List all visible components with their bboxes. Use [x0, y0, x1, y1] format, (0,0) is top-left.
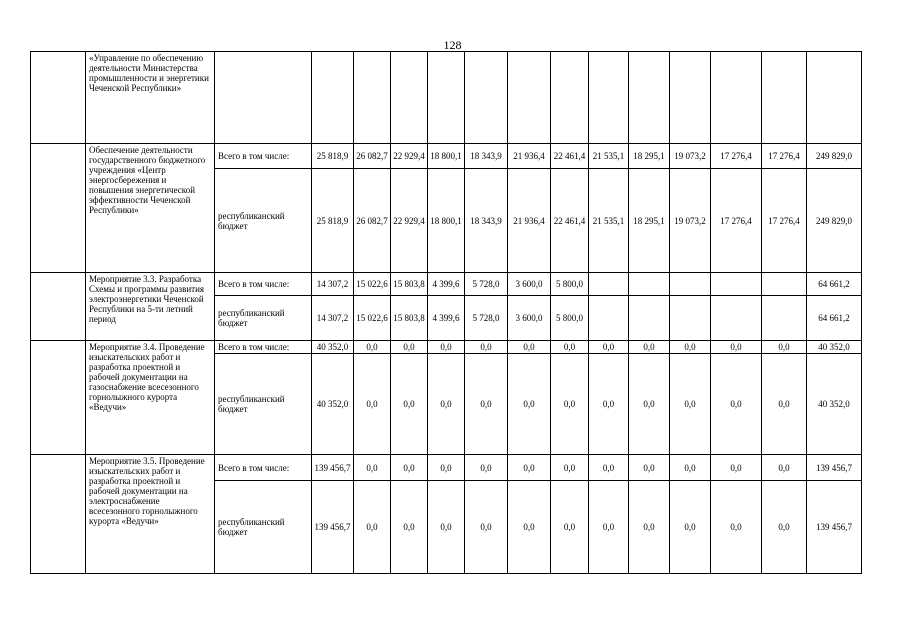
value-cell: [670, 273, 711, 296]
value-cell: [711, 296, 762, 341]
activity-name-cell: Мероприятие 3.3. Разработка Схемы и программы развития электроэнергетики Чеченской Республики на 5-ти летний период: [86, 273, 215, 341]
funding-source-cell: Всего в том числе:: [215, 341, 312, 354]
value-cell: 22 929,4: [391, 144, 428, 169]
value-cell: [762, 296, 807, 341]
value-cell: 22 461,4: [551, 169, 589, 273]
activity-name-cell: Мероприятие 3.5. Проведение изыскательских работ и разработка проектной и рабочей документации на электроснабжение всесезонного горнолыжного курорта «Ведучи»: [86, 455, 215, 574]
value-cell: 0,0: [670, 455, 711, 481]
funding-source-cell: республиканский бюджет: [215, 296, 312, 341]
activity-name-cell: «Управление по обеспечению деятельности Министерства промышленности и энергетики Чеченской Республики»: [86, 52, 215, 144]
value-cell: 0,0: [354, 481, 391, 574]
value-cell: 18 295,1: [629, 169, 670, 273]
value-cell: 0,0: [711, 341, 762, 354]
empty-cell: [31, 144, 86, 273]
value-cell: 0,0: [711, 354, 762, 455]
value-cell: 15 803,8: [391, 296, 428, 341]
value-cell: 0,0: [551, 341, 589, 354]
value-cell: 0,0: [589, 341, 629, 354]
value-cell: [629, 273, 670, 296]
value-cell: 0,0: [670, 341, 711, 354]
value-cell: [670, 52, 711, 144]
funding-source-cell: республиканский бюджет: [215, 354, 312, 455]
value-cell: 0,0: [428, 341, 465, 354]
activity-name-cell: Мероприятие 3.4. Проведение изыскательских работ и разработка проектной и рабочей документации на газоснабжение всесезонного горнолыжного курорта «Ведучи»: [86, 341, 215, 455]
value-cell: 0,0: [354, 455, 391, 481]
value-cell: [465, 52, 508, 144]
value-cell: 17 276,4: [711, 169, 762, 273]
funding-source-cell: Всего в том числе:: [215, 273, 312, 296]
value-cell: 0,0: [589, 455, 629, 481]
value-cell: 0,0: [762, 481, 807, 574]
value-cell: 21 936,4: [508, 169, 551, 273]
value-cell: 26 082,7: [354, 169, 391, 273]
value-cell: [762, 273, 807, 296]
value-cell: [312, 52, 354, 144]
total-value-cell: 40 352,0: [807, 341, 862, 354]
value-cell: 0,0: [465, 455, 508, 481]
value-cell: [508, 52, 551, 144]
value-cell: 0,0: [762, 455, 807, 481]
value-cell: 25 818,9: [312, 144, 354, 169]
value-cell: 0,0: [508, 341, 551, 354]
value-cell: 0,0: [762, 354, 807, 455]
value-cell: 18 800,1: [428, 144, 465, 169]
value-cell: 15 022,6: [354, 273, 391, 296]
value-cell: [354, 52, 391, 144]
value-cell: 18 295,1: [629, 144, 670, 169]
value-cell: 0,0: [762, 341, 807, 354]
value-cell: 5 728,0: [465, 273, 508, 296]
value-cell: 21 535,1: [589, 169, 629, 273]
budget-table-body: [31, 52, 862, 574]
value-cell: 0,0: [551, 354, 589, 455]
value-cell: 18 343,9: [465, 144, 508, 169]
value-cell: 22 461,4: [551, 144, 589, 169]
funding-source-cell: Всего в том числе:: [215, 455, 312, 481]
value-cell: [589, 52, 629, 144]
value-cell: 0,0: [711, 455, 762, 481]
value-cell: 0,0: [354, 341, 391, 354]
value-cell: 5 800,0: [551, 296, 589, 341]
total-value-cell: 64 661,2: [807, 273, 862, 296]
value-cell: 18 800,1: [428, 169, 465, 273]
value-cell: [711, 52, 762, 144]
value-cell: 21 535,1: [589, 144, 629, 169]
value-cell: 0,0: [391, 455, 428, 481]
value-cell: 0,0: [508, 455, 551, 481]
value-cell: 0,0: [465, 481, 508, 574]
value-cell: 19 073,2: [670, 144, 711, 169]
value-cell: 40 352,0: [312, 354, 354, 455]
value-cell: 0,0: [670, 354, 711, 455]
value-cell: 0,0: [391, 341, 428, 354]
value-cell: 3 600,0: [508, 273, 551, 296]
page-number: 128: [443, 38, 462, 52]
value-cell: 14 307,2: [312, 273, 354, 296]
total-value-cell: 139 456,7: [807, 481, 862, 574]
table-row: [31, 52, 862, 144]
total-value-cell: [807, 52, 862, 144]
value-cell: 3 600,0: [508, 296, 551, 341]
value-cell: [589, 273, 629, 296]
funding-source-cell: республиканский бюджет: [215, 169, 312, 273]
value-cell: 0,0: [589, 354, 629, 455]
value-cell: 19 073,2: [670, 169, 711, 273]
value-cell: 0,0: [428, 455, 465, 481]
value-cell: 0,0: [465, 341, 508, 354]
value-cell: [551, 52, 589, 144]
funding-source-cell: республиканский бюджет: [215, 481, 312, 574]
empty-cell: [31, 341, 86, 455]
value-cell: 26 082,7: [354, 144, 391, 169]
value-cell: [629, 296, 670, 341]
value-cell: 22 929,4: [391, 169, 428, 273]
funding-source-cell: [215, 52, 312, 144]
empty-cell: [31, 455, 86, 574]
value-cell: 139 456,7: [312, 455, 354, 481]
value-cell: 0,0: [391, 481, 428, 574]
total-value-cell: 249 829,0: [807, 144, 862, 169]
value-cell: 4 399,6: [428, 273, 465, 296]
total-value-cell: 139 456,7: [807, 455, 862, 481]
value-cell: [629, 52, 670, 144]
value-cell: 0,0: [465, 354, 508, 455]
empty-cell: [31, 52, 86, 144]
table-row: [31, 144, 862, 169]
value-cell: 0,0: [551, 455, 589, 481]
value-cell: 15 803,8: [391, 273, 428, 296]
value-cell: 25 818,9: [312, 169, 354, 273]
table-row: [31, 455, 862, 481]
value-cell: 40 352,0: [312, 341, 354, 354]
value-cell: 0,0: [629, 341, 670, 354]
value-cell: 17 276,4: [762, 169, 807, 273]
value-cell: 15 022,6: [354, 296, 391, 341]
table-row: [31, 273, 862, 296]
value-cell: 5 728,0: [465, 296, 508, 341]
value-cell: 21 936,4: [508, 144, 551, 169]
value-cell: 14 307,2: [312, 296, 354, 341]
value-cell: 139 456,7: [312, 481, 354, 574]
value-cell: 0,0: [354, 354, 391, 455]
value-cell: 0,0: [508, 354, 551, 455]
value-cell: 18 343,9: [465, 169, 508, 273]
value-cell: 0,0: [629, 354, 670, 455]
value-cell: 0,0: [428, 354, 465, 455]
value-cell: 17 276,4: [762, 144, 807, 169]
value-cell: 4 399,6: [428, 296, 465, 341]
value-cell: 5 800,0: [551, 273, 589, 296]
value-cell: 0,0: [711, 481, 762, 574]
value-cell: 0,0: [629, 455, 670, 481]
value-cell: 0,0: [670, 481, 711, 574]
empty-cell: [31, 273, 86, 341]
funding-source-cell: Всего в том числе:: [215, 144, 312, 169]
value-cell: 0,0: [551, 481, 589, 574]
budget-table: [30, 51, 862, 574]
table-row: [31, 341, 862, 354]
value-cell: [762, 52, 807, 144]
value-cell: [589, 296, 629, 341]
total-value-cell: 40 352,0: [807, 354, 862, 455]
value-cell: 0,0: [508, 481, 551, 574]
value-cell: [428, 52, 465, 144]
value-cell: 0,0: [589, 481, 629, 574]
value-cell: [391, 52, 428, 144]
value-cell: 0,0: [428, 481, 465, 574]
value-cell: 0,0: [629, 481, 670, 574]
activity-name-cell: Обеспечение деятельности государственного бюджетного учреждения «Центр энергосбережения и повышения энергетической эффективности Чеченской Республики»: [86, 144, 215, 273]
total-value-cell: 249 829,0: [807, 169, 862, 273]
total-value-cell: 64 661,2: [807, 296, 862, 341]
value-cell: [670, 296, 711, 341]
value-cell: 0,0: [391, 354, 428, 455]
value-cell: [711, 273, 762, 296]
value-cell: 17 276,4: [711, 144, 762, 169]
